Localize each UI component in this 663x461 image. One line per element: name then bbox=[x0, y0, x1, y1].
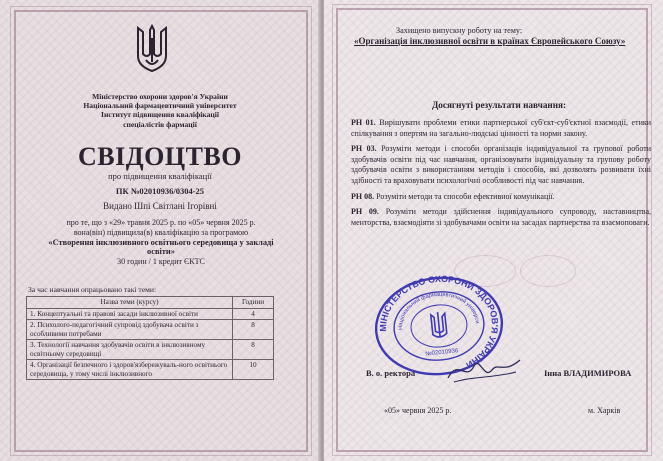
topic-cell: 4. Організації безпечного і здоров'язбережуваль-ного освітнього середовища, у тому числі інклюзивного bbox=[27, 360, 233, 380]
signatory-role: В. о. ректора bbox=[366, 368, 416, 378]
trident-emblem-icon bbox=[135, 24, 169, 74]
issue-city: м. Харків bbox=[588, 406, 621, 415]
hours-cell: 8 bbox=[233, 320, 274, 340]
thesis-label: Захищено випускну роботу на тему: bbox=[396, 26, 523, 35]
issue-date: «05» червня 2025 р. bbox=[384, 406, 452, 415]
certificate-number: ПК №02010936/0304-25 bbox=[115, 186, 205, 196]
issuer-line: Національний фармацевтичний університет bbox=[83, 101, 237, 111]
issuer-line: Інститут підвищення кваліфікації bbox=[101, 110, 219, 120]
certificate-body bbox=[36, 218, 286, 267]
result-code: РН 09. bbox=[351, 207, 379, 217]
topics-table bbox=[26, 296, 274, 380]
table-header-row bbox=[27, 297, 274, 309]
issuer-header bbox=[40, 92, 280, 129]
hours-cell: 10 bbox=[233, 360, 274, 380]
results-title: Досягнуті результати навчання: bbox=[431, 100, 567, 110]
program-name: «Створення інклюзивного освітнього середовища у закладі освіти» bbox=[48, 237, 274, 257]
topic-cell: 2. Психолого-педагогічний супровід здобувача освіти з особливими потребами bbox=[27, 320, 233, 340]
table-intro: За час навчання опрацьовано такі теми: bbox=[28, 285, 157, 294]
result-code: РН 08. bbox=[351, 191, 375, 201]
seal-outer-text: МІНІСТЕРСТВО ОХОРОНИ ЗДОРОВ'Я УКРАЇНИ bbox=[378, 273, 501, 371]
table-row bbox=[27, 360, 274, 380]
certificate-title: СВІДОЦТВО bbox=[78, 142, 242, 171]
learning-result-item bbox=[351, 207, 651, 228]
holder-name: Видано Шпі Світлані Ігорівні bbox=[103, 201, 217, 211]
learning-result-item bbox=[351, 118, 651, 139]
seal-code: №02010936 bbox=[425, 348, 459, 358]
table-row bbox=[27, 320, 274, 340]
hours-credits: 30 годин / 1 кредит ЄКТС bbox=[117, 257, 205, 267]
table-row bbox=[27, 308, 274, 320]
result-text: Розуміти методи і способи організація індивідуальної та групової роботи здобувачів освіти під час навчання, організовувати індивідуальну та групову роботу здобувачів освіти з використанням методів і способів, які дозволять розвивати їхні здібності та враховувати психологічні особливості під час навчання. bbox=[351, 144, 651, 185]
issuer-line: Міністерство охорони здоров'я України bbox=[92, 92, 228, 101]
handwritten-signature bbox=[444, 352, 524, 386]
certificate-right-page bbox=[324, 0, 663, 461]
thesis-topic: «Організація інклюзивної освіти в країнах Європейського Союзу» bbox=[354, 36, 626, 46]
hours-cell: 4 bbox=[233, 308, 274, 320]
hours-cell: 8 bbox=[233, 340, 274, 360]
result-text: Розуміти методи здійснення індивідуального супроводу, наставництва, менторства, взаємодіяти зі здобувачами освіти на засадах партнерства та взаємоповаги. bbox=[351, 207, 652, 227]
watermark-emblem bbox=[520, 255, 576, 287]
learning-result-item bbox=[351, 192, 651, 203]
result-text: Вирішувати проблеми етики партнерської суб'єкт-суб'єктної взаємодії, етики спілкування з опертям на загально-людські цінності та норми закону. bbox=[351, 118, 652, 138]
period-line: про те, що з «29» травня 2025 р. по «05» червня 2025 р. bbox=[66, 218, 256, 227]
topic-cell: 3. Технології навчання здобувачів освіти в інклюзивному освітньому середовищі bbox=[27, 340, 233, 360]
thesis-section bbox=[354, 26, 644, 47]
column-header-topic: Назва теми (курсу) bbox=[27, 297, 233, 309]
certificate-left-page bbox=[0, 0, 322, 461]
certificate-subtitle: про підвищення кваліфікації bbox=[108, 171, 212, 181]
table-row bbox=[27, 340, 274, 360]
result-text: Розуміти методи та способи ефективної комунікації. bbox=[376, 191, 555, 201]
result-code: РН 01. bbox=[351, 118, 376, 127]
learning-results-list bbox=[351, 118, 651, 233]
signatory-name: Інна ВЛАДИМИРОВА bbox=[544, 368, 632, 378]
learning-result-item bbox=[351, 144, 651, 186]
seal-inner-text: Національний фармацевтичний університет bbox=[398, 291, 480, 331]
result-code: РН 03. bbox=[351, 144, 377, 154]
topic-cell: 1. Концептуальні та правові засади інклюзивної освіти bbox=[27, 308, 233, 320]
issuer-line: спеціалістів фармації bbox=[123, 119, 197, 129]
column-header-hours: Години bbox=[233, 297, 274, 309]
qualification-line: вона(він) підвищила(в) кваліфікацію за програмою bbox=[73, 227, 249, 237]
